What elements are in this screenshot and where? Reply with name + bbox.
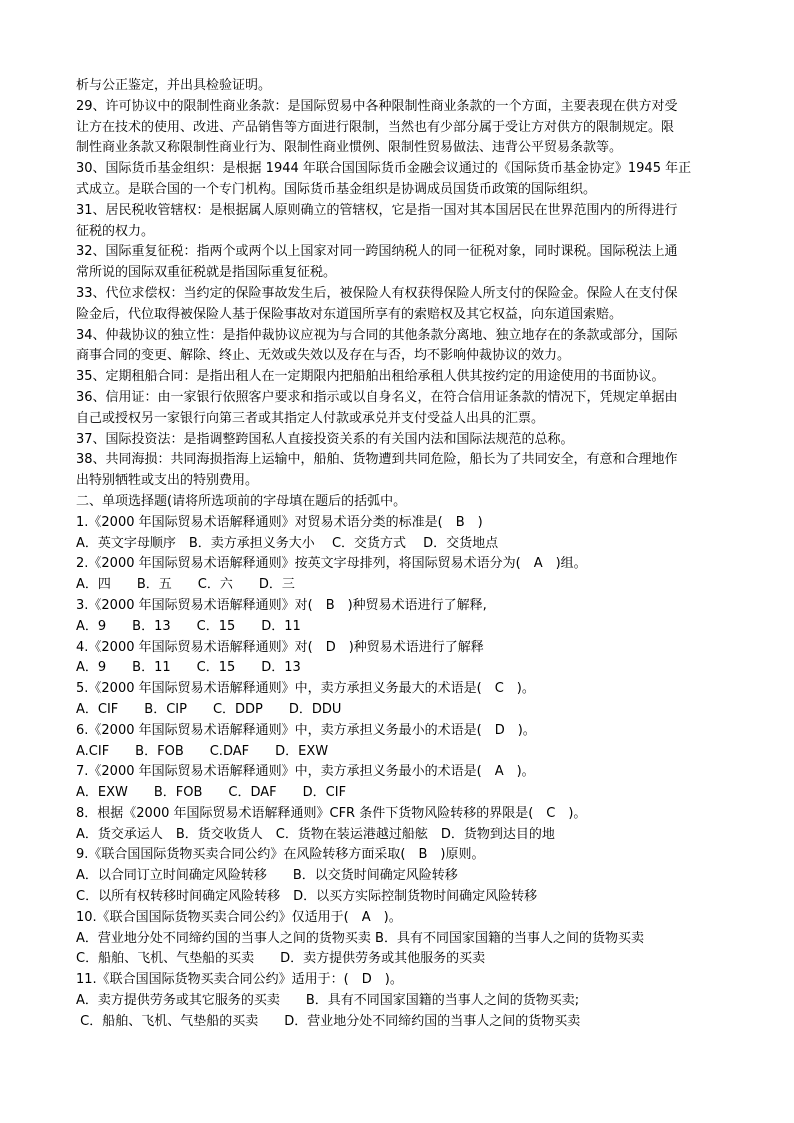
options-line: A．英文字母顺序 B．卖方承担义务大小 C．交货方式 D．交货地点 bbox=[76, 535, 499, 551]
text-line: 险金后，代位取得被保险人基于保险事故对东道国所享有的索赔权及其它权益，向东道国索赔。 bbox=[76, 306, 623, 322]
text-line: 出特别牺牲或支出的特别费用。 bbox=[76, 473, 259, 489]
text-line: 31、居民税收管辖权：是根据属人原则确立的管辖权，它是指一国对其本国居民在世界范围内的所得进行 bbox=[76, 202, 678, 218]
text-line: 32、国际重复征税：指两个或两个以上国家对同一跨国纳税人的同一征税对象，同时课税。国际税法上通 bbox=[76, 244, 678, 260]
options-line: A．EXW B．FOB C．DAF D．CIF bbox=[76, 785, 347, 801]
options-line: C．船舶、飞机、气垫船的买卖 D．营业地分处不同缔约国的当事人之间的货物买卖 bbox=[76, 1013, 581, 1029]
options-line: A．卖方提供劳务或其它服务的买卖 B．具有不同国家国籍的当事人之间的货物买卖; bbox=[76, 993, 580, 1009]
text-line: 自己或授权另一家银行向第三者或其指定人付款或承兑并支付受益人出具的汇票。 bbox=[76, 410, 545, 426]
options-line: A．货交承运人 B．货交收货人 C．货物在装运港越过船舷 D．货物到达目的地 bbox=[76, 826, 555, 842]
question-line: 11.《联合国国际货物买卖合同公约》适用于：( D )。 bbox=[76, 972, 403, 988]
question-line: 10.《联合国国际货物买卖合同公约》仅适用于( A )。 bbox=[76, 909, 402, 925]
question-line: 7.《2000 年国际贸易术语解释通则》中，卖方承担义务最小的术语是( A )。 bbox=[76, 764, 535, 780]
options-line: A．9 B．11 C．15 D．13 bbox=[76, 660, 301, 676]
text-line: 制性商业条款又称限制性商业行为、限制性商业惯例、限制性贸易做法、违背公平贸易条款等。 bbox=[76, 140, 623, 156]
text-line: 35、定期租船合同：是指出租人在一定期限内把船舶出租给承租人供其按约定的用途使用的书面协议。 bbox=[76, 369, 665, 385]
text-line: 让方在技术的使用、改进、产品销售等方面进行限制，当然也有少部分属于受让方对供方的限制规定。限 bbox=[76, 119, 675, 135]
question-line: 8．根据《2000 年国际贸易术语解释通则》CFR 条件下货物风险转移的界限是( C )。 bbox=[76, 805, 587, 821]
options-line: C．以所有权转移时间确定风险转移 D．以买方实际控制货物时间确定风险转移 bbox=[76, 889, 538, 905]
question-line: 3.《2000 年国际贸易术语解释通则》对( B )种贸易术语进行了解释, bbox=[76, 597, 487, 613]
text-line: 38、共同海损：共同海损指海上运输中，船舶、货物遭到共同危险，船长为了共同安全，有意和合理地作 bbox=[76, 452, 678, 468]
options-line: A．9 B．13 C．15 D．11 bbox=[76, 618, 301, 634]
text-line: 30、国际货币基金组织：是根据 1944 年联合国国际货币金融会议通过的《国际货币基金协定》1945 年正 bbox=[76, 161, 692, 177]
question-line: 4.《2000 年国际贸易术语解释通则》对( D )种贸易术语进行了解释 bbox=[76, 639, 484, 655]
question-line: 5.《2000 年国际贸易术语解释通则》中，卖方承担义务最大的术语是( C )。 bbox=[76, 681, 535, 697]
text-line: 征税的权力。 bbox=[76, 223, 155, 239]
text-line: 34、仲裁协议的独立性：是指仲裁协议应视为与合同的其他条款分离地、独立地存在的条款或部分，国际 bbox=[76, 327, 678, 343]
question-line: 2.《2000 年国际贸易术语解释通则》按英文字母排列，将国际贸易术语分为( A )组。 bbox=[76, 556, 587, 572]
options-line: A．营业地分处不同缔约国的当事人之间的货物买卖 B．具有不同国家国籍的当事人之间的货物买卖 bbox=[76, 930, 644, 946]
text-line: 商事合同的变更、解除、终止、无效或失效以及存在与否，均不影响仲裁协议的效力。 bbox=[76, 348, 571, 364]
text-line: 36、信用证：由一家银行依照客户要求和指示或以自身名义，在符合信用证条款的情况下，凭规定单据由 bbox=[76, 389, 678, 405]
document-page bbox=[76, 76, 724, 1033]
text-line: 式成立。是联合国的一个专门机构。国际货币基金组织是协调成员国货币政策的国际组织。 bbox=[76, 181, 597, 197]
options-line: A．CIF B．CIP C．DDP D．DDU bbox=[76, 701, 342, 717]
question-line: 1.《2000 年国际贸易术语解释通则》对贸易术语分类的标准是( B ) bbox=[76, 514, 483, 530]
text-line: 常所说的国际双重征税就是指国际重复征税。 bbox=[76, 265, 337, 281]
options-line: A．四 B．五 C．六 D．三 bbox=[76, 577, 295, 593]
options-line: A.CIF B．FOB C.DAF D．EXW bbox=[76, 743, 329, 759]
question-line: 9.《联合国国际货物买卖合同公约》在风险转移方面采取( B )原则。 bbox=[76, 847, 485, 863]
options-line: A．以合同订立时间确定风险转移 B．以交货时间确定风险转移 bbox=[76, 868, 458, 884]
text-line: 33、代位求偿权：当约定的保险事故发生后，被保险人有权获得保险人所支付的保险金。保险人在支付保 bbox=[76, 285, 678, 301]
text-line: 37、国际投资法：是指调整跨国私人直接投资关系的有关国内法和国际法规范的总称。 bbox=[76, 431, 574, 447]
text-line: 29、许可协议中的限制性商业条款：是国际贸易中各种限制性商业条款的一个方面，主要表现在供方对受 bbox=[76, 98, 678, 114]
options-line: C．船舶、飞机、气垫船的买卖 D．卖方提供劳务或其他服务的买卖 bbox=[76, 951, 486, 967]
question-line: 6.《2000 年国际贸易术语解释通则》中，卖方承担义务最小的术语是( D )。 bbox=[76, 722, 536, 738]
section-heading: 二、单项选择题(请将所选项前的字母填在题后的括弧中。 bbox=[76, 493, 407, 509]
text-line: 析与公正鉴定，并出具检验证明。 bbox=[76, 78, 272, 93]
